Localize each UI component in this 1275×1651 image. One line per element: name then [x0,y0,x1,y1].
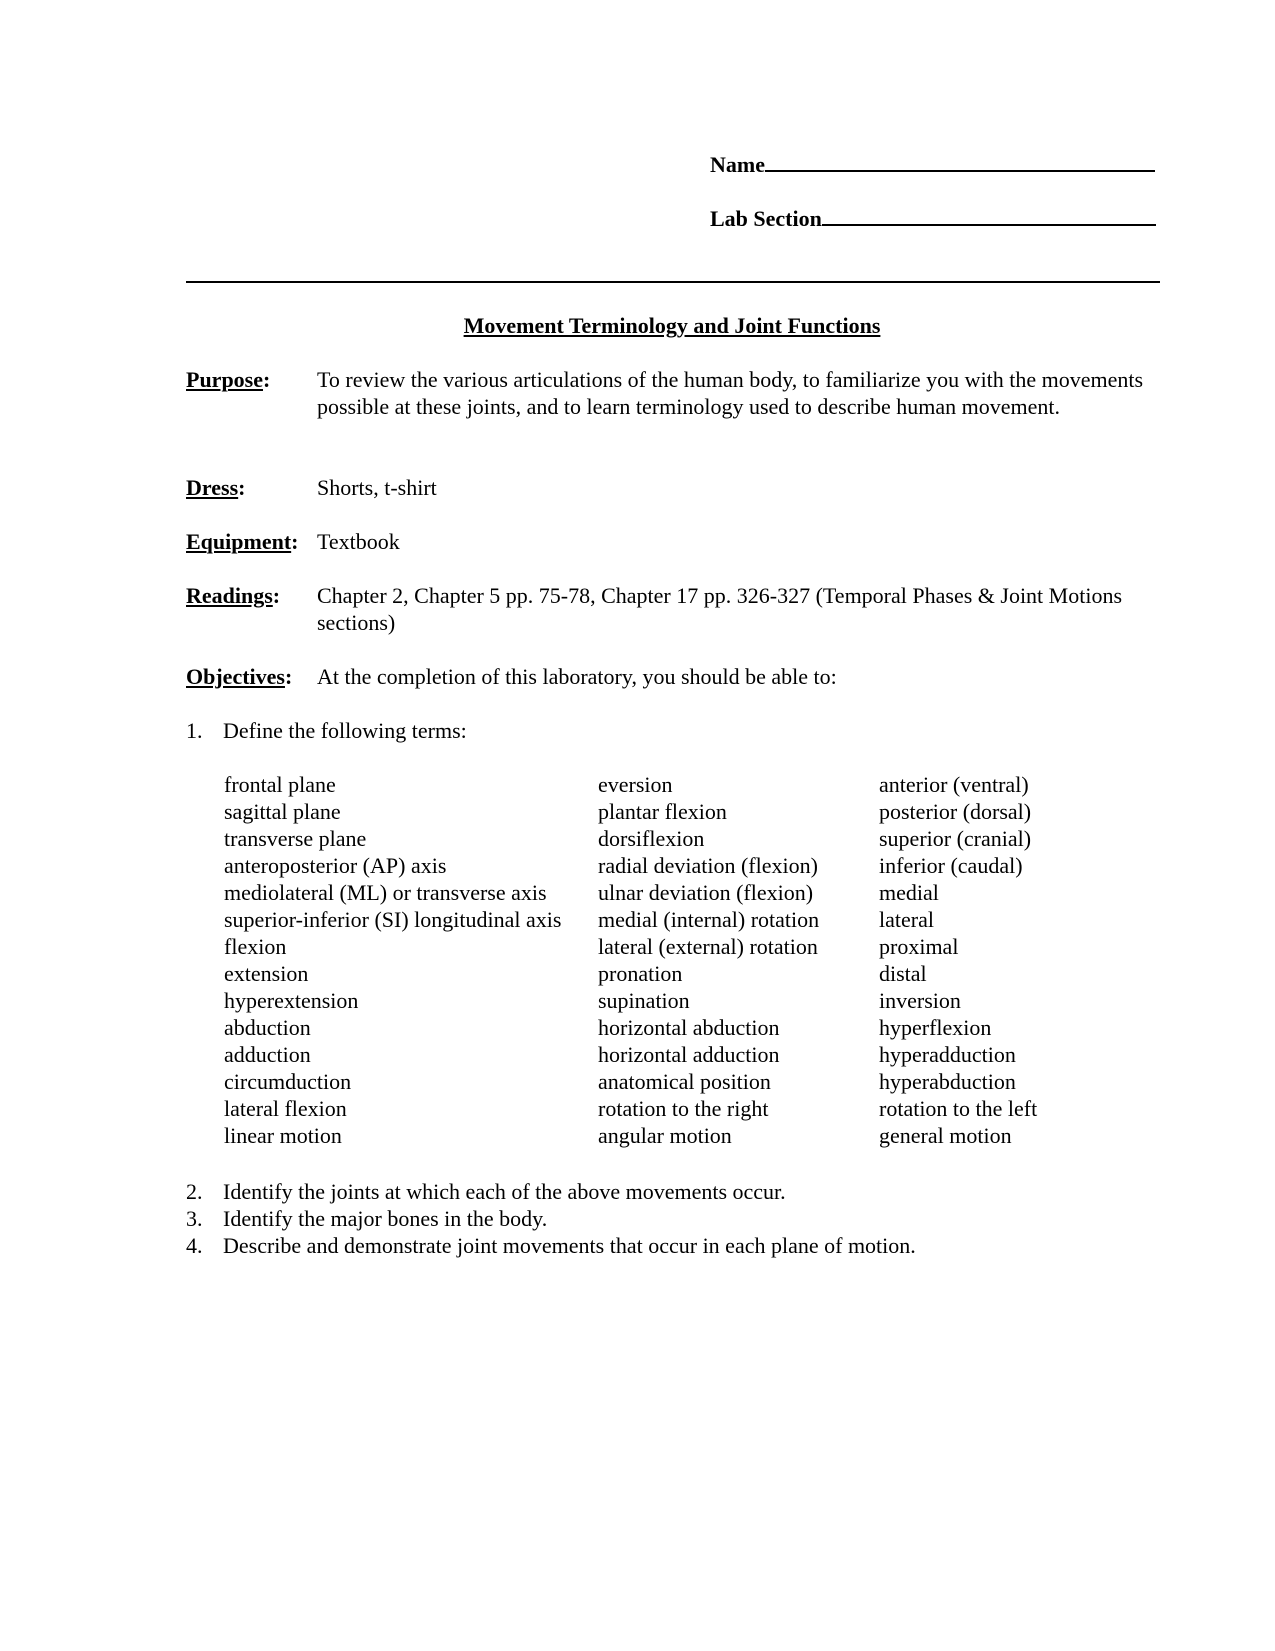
term-item: distal [879,961,927,986]
list-item-text: Describe and demonstrate joint movements that occur in each plane of motion. [223,1233,916,1258]
lab-section-label: Lab Section [710,206,822,231]
list-item-number: 1. [186,718,203,743]
term-item: mediolateral (ML) or transverse axis [224,880,547,905]
page-title: Movement Terminology and Joint Functions [463,313,881,338]
term-item: extension [224,961,309,986]
objectives-label: Objectives: [186,664,293,689]
dress-section [186,474,1160,501]
terms-column-1 [224,771,561,1149]
purpose-section [186,366,1160,420]
term-item: hyperextension [224,988,359,1013]
term-item: lateral flexion [224,1096,347,1121]
name-label: Name [710,152,765,177]
list-item-text: Identify the joints at which each of the above movements occur. [223,1179,786,1204]
term-item: lateral [879,907,934,932]
readings-text: Chapter 2, Chapter 5 pp. 75-78, Chapter 17 pp. 326-327 (Temporal Phases & Joint Motions sections) [317,583,1123,635]
term-item: adduction [224,1042,311,1067]
term-item: proximal [879,934,959,959]
term-item: flexion [224,934,287,959]
equipment-text: Textbook [317,529,400,554]
term-item: frontal plane [224,772,336,797]
terms-column-2 [598,771,819,1149]
term-item: medial [879,880,939,905]
name-blank-line[interactable] [765,150,1155,172]
list-item [186,1205,547,1232]
term-item: hyperabduction [879,1069,1016,1094]
equipment-label: Equipment: [186,529,299,554]
list-item-number: 4. [186,1233,203,1258]
term-item: angular motion [598,1123,732,1148]
list-item-text: Define the following terms: [223,718,467,743]
name-field [710,150,1155,178]
term-item: rotation to the right [598,1096,769,1121]
term-item: abduction [224,1015,311,1040]
dress-text: Shorts, t-shirt [317,475,437,500]
readings-label: Readings: [186,583,281,608]
term-item: anterior (ventral) [879,772,1029,797]
term-item: anatomical position [598,1069,771,1094]
term-item: radial deviation (flexion) [598,853,818,878]
list-item-text: Identify the major bones in the body. [223,1206,548,1231]
term-item: rotation to the left [879,1096,1038,1121]
terms-column-3 [879,771,1037,1149]
list-item [186,717,467,744]
term-item: ulnar deviation (flexion) [598,880,814,905]
term-item: supination [598,988,690,1013]
term-item: lateral (external) rotation [598,934,818,959]
purpose-text: To review the various articulations of the human body, to familiarize you with the movements possible at these joints, and to learn terminology used to describe human movement. [317,367,1144,419]
term-item: horizontal abduction [598,1015,780,1040]
term-item: inversion [879,988,961,1013]
term-item: hyperadduction [879,1042,1016,1067]
readings-section [186,582,1160,636]
term-item: medial (internal) rotation [598,907,820,932]
term-item: horizontal adduction [598,1042,780,1067]
term-item: superior-inferior (SI) longitudinal axis [224,907,562,932]
purpose-label: Purpose: [186,367,271,392]
lab-section-field [710,204,1156,232]
term-item: superior (cranial) [879,826,1032,851]
term-item: pronation [598,961,683,986]
lab-section-blank-line[interactable] [822,204,1156,226]
list-item [186,1178,786,1205]
term-item: circumduction [224,1069,352,1094]
horizontal-divider [186,281,1160,283]
list-item [186,1232,916,1259]
list-item-number: 2. [186,1179,203,1204]
term-item: transverse plane [224,826,367,851]
term-item: dorsiflexion [598,826,705,851]
term-item: plantar flexion [598,799,727,824]
objectives-text: At the completion of this laboratory, you should be able to: [317,664,837,689]
term-item: sagittal plane [224,799,341,824]
term-item: eversion [598,772,673,797]
equipment-section [186,528,1160,555]
objectives-section [186,663,1160,690]
term-item: inferior (caudal) [879,853,1023,878]
term-item: hyperflexion [879,1015,992,1040]
term-item: anteroposterior (AP) axis [224,853,447,878]
term-item: posterior (dorsal) [879,799,1032,824]
term-item: linear motion [224,1123,342,1148]
dress-label: Dress: [186,475,246,500]
term-item: general motion [879,1123,1012,1148]
list-item-number: 3. [186,1206,203,1231]
